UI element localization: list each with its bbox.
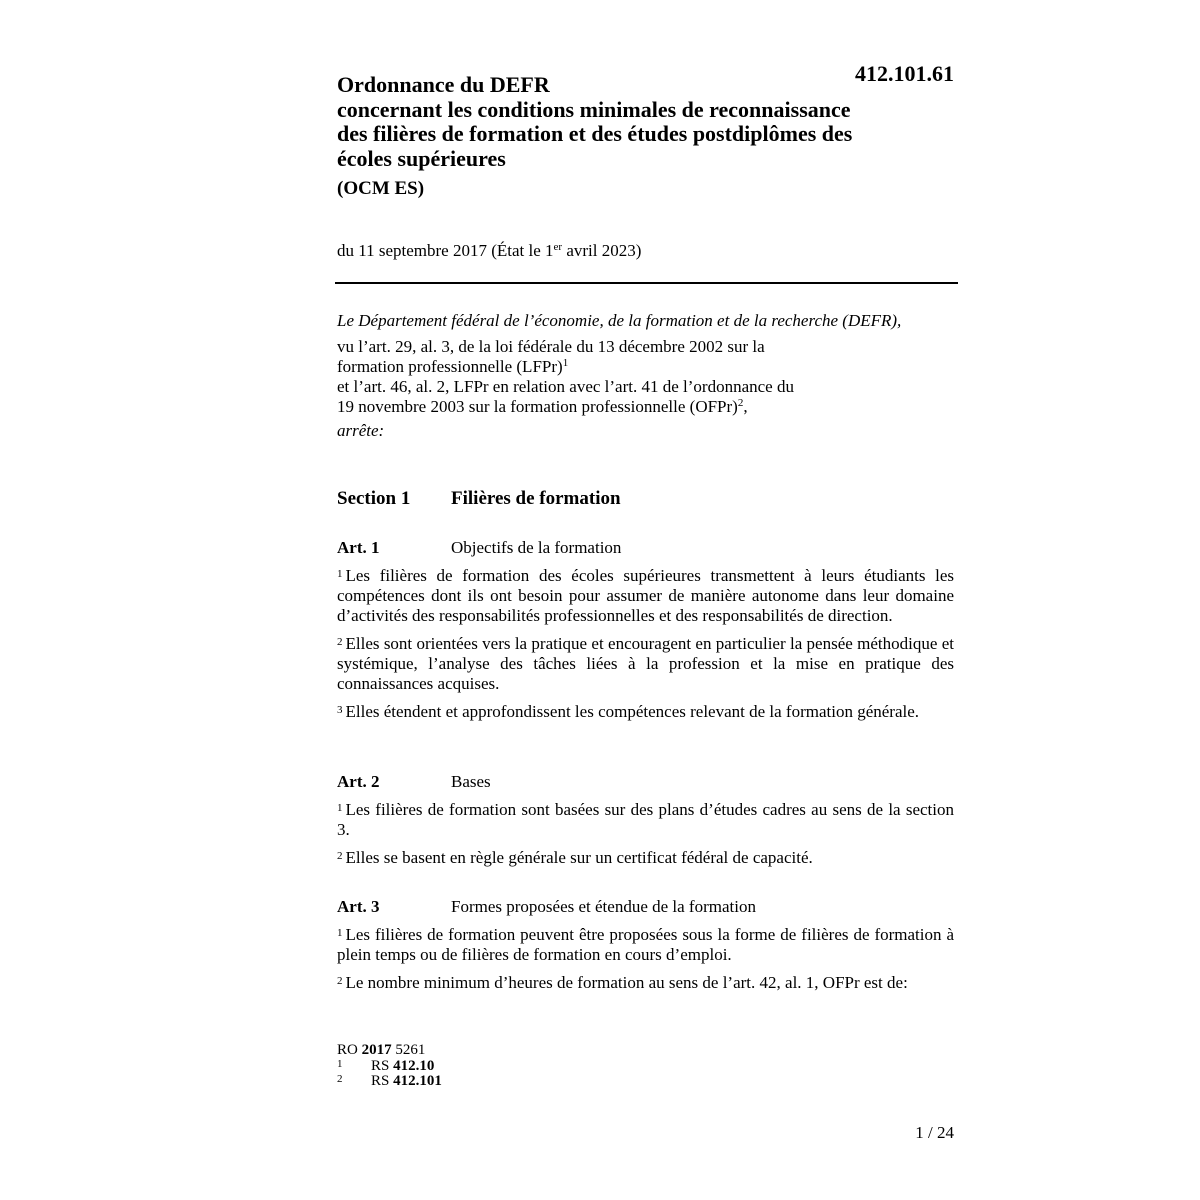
header-divider xyxy=(335,282,958,284)
article-paragraph xyxy=(337,973,954,993)
page-number: 1 / 24 xyxy=(915,1123,954,1142)
preamble-line: et l’art. 46, al. 2, LFPr en relation avec l’art. 41 de l’ordonnance du xyxy=(337,377,794,396)
date-suffix: avril 2023) xyxy=(562,241,642,260)
paragraph-number: 2 xyxy=(337,636,343,648)
official-compilation-ref xyxy=(337,1042,442,1059)
preamble-line-text: formation professionnelle (LFPr) xyxy=(337,357,563,376)
paragraph-number: 2 xyxy=(337,850,343,862)
date-sup: er xyxy=(553,241,563,253)
date-prefix: du 11 septembre 2017 (État le 1 xyxy=(337,241,554,260)
paragraph-text: Elles étendent et approfondissent les compétences relevant de la formation générale. xyxy=(345,702,920,721)
preamble-issuer: Le Département fédéral de l’économie, de la formation et de la recherche (DEFR), xyxy=(337,311,902,330)
footnote-prefix: RS xyxy=(371,1058,394,1074)
paragraph-text: Elles sont orientées vers la pratique et encouragent en particulier la pensée méthodique et systémique, l’analyse des tâches liées à la profession et la mise en pratique des connaissances acquises. xyxy=(337,634,954,693)
paragraph-number: 1 xyxy=(337,802,343,814)
footnote-link[interactable]: 412.101 xyxy=(393,1073,442,1089)
footnote-prefix: RS xyxy=(371,1073,394,1089)
article-2 xyxy=(337,772,954,876)
preamble-line-end: , xyxy=(743,397,748,416)
ro-year: 2017 xyxy=(361,1042,392,1058)
footnote: 2 RS 412.101 xyxy=(337,1073,442,1089)
article-title: Objectifs de la formation xyxy=(451,538,622,557)
article-heading xyxy=(337,772,954,792)
paragraph-text: Les filières de formation des écoles supérieures transmettent à leurs étudiants les compétences dont ils ont besoin pour assumer de manière autonome dans leur domaine d’activités des responsabilités professionnelles et des responsabilités de direction. xyxy=(337,566,954,625)
ro-prefix: RO xyxy=(337,1042,362,1058)
paragraph-number: 1 xyxy=(337,568,343,580)
paragraph-number: 2 xyxy=(337,975,343,987)
preamble-line-text: 19 novembre 2003 sur la formation professionnelle (OFPr) xyxy=(337,397,738,416)
preamble xyxy=(337,311,957,441)
article-heading xyxy=(337,897,954,917)
preamble-decree: arrête: xyxy=(337,421,385,440)
paragraph-text: Les filières de formation sont basées sur des plans d’études cadres au sens de la section 3. xyxy=(337,800,954,839)
section-title: Filières de formation xyxy=(451,488,621,509)
paragraph-text: Le nombre minimum d’heures de formation au sens de l’art. 42, al. 1, OFPr est de: xyxy=(345,973,908,992)
footnote: 1 RS 412.10 xyxy=(337,1058,435,1074)
article-paragraph xyxy=(337,566,954,626)
preamble-line xyxy=(337,357,957,377)
article-number: Art. 1 xyxy=(337,538,380,557)
paragraph-text: Elles se basent en règle générale sur un certificat fédéral de capacité. xyxy=(345,848,813,867)
article-paragraph xyxy=(337,800,954,840)
title-line: concernant les conditions minimales de reconnaissance xyxy=(337,96,851,122)
section-number: Section 1 xyxy=(337,488,411,509)
title-line: des filières de formation et des études postdiplômes des xyxy=(337,121,853,146)
article-number: Art. 2 xyxy=(337,772,380,791)
article-paragraph xyxy=(337,634,954,694)
title-abbreviation: (OCM ES) xyxy=(337,178,425,199)
footnote-ref[interactable]: 1 xyxy=(562,357,569,369)
article-number: Art. 3 xyxy=(337,897,380,916)
ro-page: 5261 xyxy=(391,1042,426,1058)
section-heading xyxy=(337,487,621,511)
article-paragraph xyxy=(337,925,954,965)
footnote-link[interactable]: 412.10 xyxy=(393,1058,435,1074)
article-paragraph xyxy=(337,702,954,722)
footnotes xyxy=(337,1042,442,1089)
document-date xyxy=(337,239,641,263)
preamble-line: vu l’art. 29, al. 3, de la loi fédérale du 13 décembre 2002 sur la xyxy=(337,337,765,356)
article-paragraph xyxy=(337,848,954,868)
paragraph-number: 3 xyxy=(337,704,343,716)
sr-number: 412.101.61 xyxy=(855,61,954,86)
title-line: écoles supérieures xyxy=(337,145,506,171)
footnote-ref[interactable]: 2 xyxy=(737,397,744,409)
article-1 xyxy=(337,538,954,730)
paragraph-number: 1 xyxy=(337,927,343,939)
article-title: Bases xyxy=(451,772,491,791)
paragraph-text: Les filières de formation peuvent être proposées sous la forme de filières de formation à plein temps ou de filières de formation en cours d’emploi. xyxy=(337,925,954,964)
article-title: Formes proposées et étendue de la formation xyxy=(451,897,756,916)
preamble-line xyxy=(337,397,957,417)
title-line: Ordonnance du DEFR xyxy=(337,72,550,97)
article-heading xyxy=(337,538,954,558)
article-3 xyxy=(337,897,954,1001)
document-title xyxy=(337,73,937,171)
